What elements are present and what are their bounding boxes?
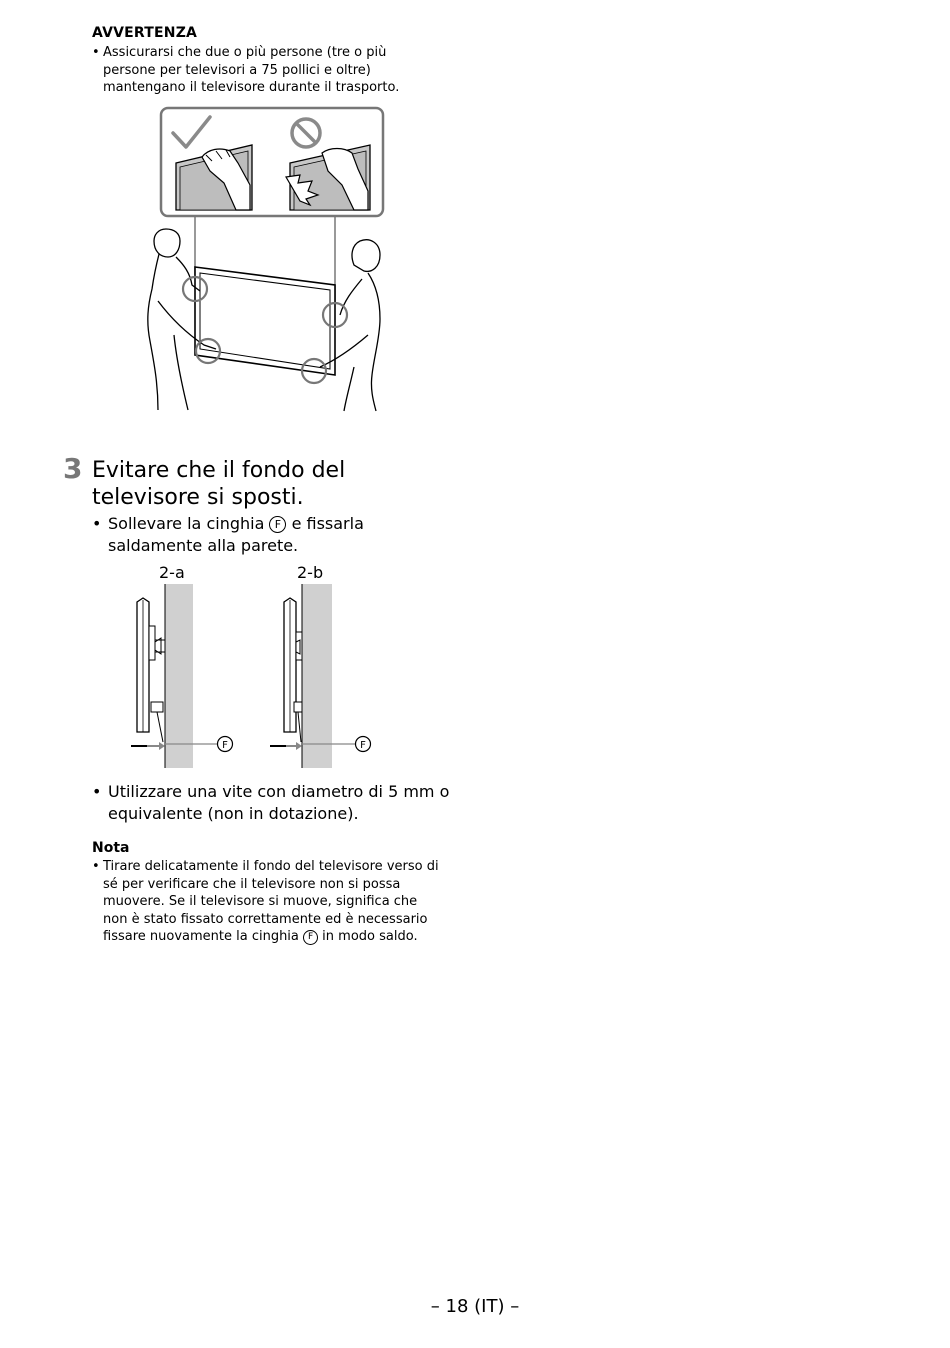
note-title: Nota [92, 840, 130, 856]
wall-fixing-figure-2a [125, 582, 245, 770]
bullet-dot: • [92, 45, 100, 60]
step-number: 3 [63, 452, 83, 485]
step-bullet-2-text: Utilizzare una vite con diametro di 5 mm o equivalente (non in dotazione). [108, 782, 450, 823]
page-number: – 18 (IT) – [430, 1296, 520, 1317]
note-bullet [92, 858, 442, 946]
callout-f-2a: F [222, 740, 228, 751]
step-title: Evitare che il fondo del televisore si sposti. [92, 458, 346, 510]
step-bullet-2 [92, 781, 452, 825]
bullet-dot: • [92, 514, 102, 533]
note-bullet-text [103, 858, 442, 946]
figure-label-2a: 2-a [159, 563, 185, 582]
step-bullet-1-text [108, 513, 452, 557]
warning-title: AVVERTENZA [92, 25, 198, 41]
bullet-1-before: Sollevare la cinghia [108, 514, 265, 533]
warning-bullet [92, 44, 442, 97]
bullet-1-after: e fissarla saldamente alla parete. [108, 514, 364, 555]
step-bullet-1 [92, 513, 452, 557]
note-strap-ref-f: F [303, 930, 318, 945]
bullet-dot: • [92, 782, 102, 801]
carrying-tv-illustration [140, 105, 390, 415]
wall-fixing-figure-2b [266, 582, 386, 770]
note-text-after: in modo saldo. [322, 929, 418, 944]
note-text-before: Tirare delicatamente il fondo del televisore verso di sé per verificare che il televisore non si possa muovere. Se il televisore si muove, significa che non è stato fissato correttamente ed è necessario fissare nuovamente la cinghia [103, 859, 439, 944]
callout-f-2b: F [360, 740, 366, 751]
strap-ref-f: F [269, 516, 286, 533]
bullet-dot: • [92, 859, 100, 874]
figure-label-2b: 2-b [297, 563, 324, 582]
warning-bullet-text: Assicurarsi che due o più persone (tre o più persone per televisori a 75 pollici e oltre) mantengano il televisore durante il trasporto. [103, 45, 400, 95]
